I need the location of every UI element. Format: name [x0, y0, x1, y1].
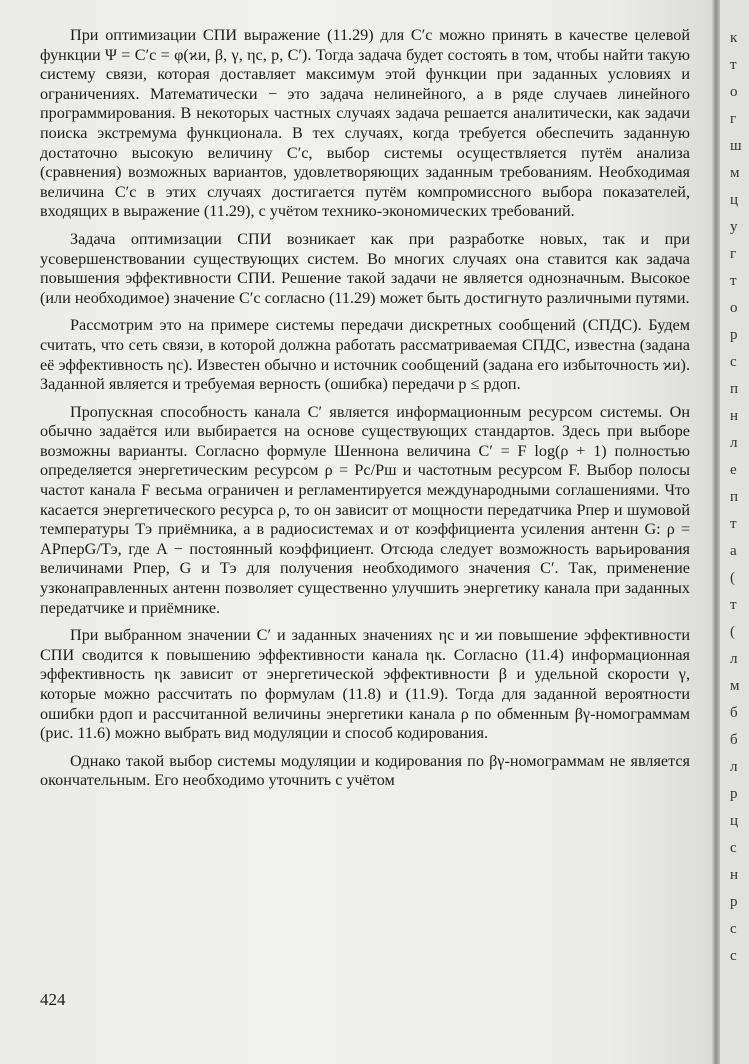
neighbor-page-glyph: м: [730, 678, 740, 694]
page-number: 424: [40, 990, 66, 1009]
neighbor-page-edge: [720, 0, 749, 1064]
book-gutter: [712, 0, 720, 1064]
neighbor-page-glyph: р: [730, 894, 738, 910]
neighbor-page-glyph: ц: [730, 192, 739, 208]
neighbor-page-glyph: (: [730, 624, 735, 640]
neighbor-page-glyph: (: [730, 570, 735, 586]
paragraph-1: При оптимизации СПИ выражение (11.29) для C′с можно принять в качестве целевой функции Ψ = C′с = φ(ϰи, β, γ, ηс, p, C′). Тогда задача будет состоять в том, чтобы найти такую систему связи, которая доставляет максимум этой функции при заданных условиях и ограничениях. Математически − это задача нелинейного, а в ряде случаев линейного программирования. В некоторых частных случаях задача решается аналитически, как задачи поиска экстремума функционала. В тех случаях, когда требуется обеспечить заданную достаточно высокую величину C′с, выбор системы осуществляется путём анализа (сравнения) возможных вариантов, удовлетворяющих заданным требованиям. Необходимая величина C′с в этих случаях достигается путём компромиссного выбора показателей, входящих в выражение (11.29), с учётом технико-экономических требований.: [40, 26, 690, 221]
neighbor-page-glyph: р: [730, 327, 738, 343]
neighbor-page-glyph: с: [730, 840, 737, 856]
neighbor-page-glyph: у: [730, 219, 738, 235]
neighbor-page-glyph: г: [730, 246, 737, 262]
neighbor-page-glyph: м: [730, 165, 740, 181]
neighbor-page-glyph: п: [730, 381, 739, 397]
neighbor-page-glyph: б: [730, 732, 738, 748]
neighbor-page-glyph: т: [730, 273, 737, 289]
neighbor-page-glyph: а: [730, 543, 737, 559]
neighbor-page-glyph: г: [730, 111, 737, 127]
paragraph-2: Задача оптимизации СПИ возникает как при разработке новых, так и при усовершенствовании существующих систем. Во многих случаях она ставится как задача повышения эффективности СПИ. Решение такой задачи не является однозначным. Высокое (или необходимое) значение C′с согласно (11.29) может быть достигнуто различными путями.: [40, 229, 690, 307]
neighbor-page-glyph: б: [730, 705, 738, 721]
body-text: [40, 26, 690, 799]
neighbor-page-glyph: т: [730, 57, 737, 73]
paragraph-3: Рассмотрим это на примере системы передачи дискретных сообщений (СПДС). Будем считать, что сеть связи, в которой должна работать рассматриваемая СПДС, известна (задана её эффективность ηс). Известен обычно и источник сообщений (задана его избыточность ϰи). Заданной является и требуемая верность (ошибка) передачи p ≤ pдоп.: [40, 316, 690, 394]
paragraph-4: Пропускная способность канала C′ является информационным ресурсом системы. Он обычно задаётся или выбирается на основе существующих стандартов. Здесь при выборе возможны варианты. Согласно формуле Шеннона величина C′ = F log(ρ + 1) полностью определяется энергетическим ресурсом ρ = Pс/Pш и частотным ресурсом F. Выбор полосы частот канала F весьма ограничен и регламентируется международными соглашениями. Что касается энергетического ресурса ρ, то он зависит от мощности передатчика Pпер и шумовой температуры Tэ приёмника, а в радиосистемах и от коэффициента усиления антенн G: ρ = APперG/Tэ, где A − постоянный коэффициент. Отсюда следует возможность варьирования величинами Pпер, G и Tэ для получения необходимого значения C′. Так, применение узконаправленных антенн позволяет существенно улучшить энергетику канала при заданных передатчике и приёмнике.: [40, 402, 690, 617]
neighbor-page-glyph: р: [730, 786, 738, 802]
neighbor-page-glyph: п: [730, 489, 739, 505]
neighbor-page-glyph: ц: [730, 813, 739, 829]
neighbor-page-glyph: е: [730, 462, 737, 478]
paragraph-6: Однако такой выбор системы модуляции и кодирования по βγ-номограммам не является окончательным. Его необходимо уточнить с учётом: [40, 751, 690, 790]
neighbor-page-glyph: о: [730, 300, 738, 316]
neighbor-page-glyph: с: [730, 921, 737, 937]
neighbor-page-glyph: о: [730, 84, 738, 100]
neighbor-page-glyph: с: [730, 354, 737, 370]
neighbor-page-glyph: л: [730, 651, 738, 667]
neighbor-page-glyph: к: [730, 30, 738, 46]
neighbor-page-glyph: н: [730, 408, 739, 424]
neighbor-page-glyph: с: [730, 948, 737, 964]
neighbor-page-glyph: л: [730, 435, 738, 451]
neighbor-page-glyph: ш: [730, 138, 742, 154]
neighbor-page-glyph: л: [730, 759, 738, 775]
paragraph-5: При выбранном значении C′ и заданных значениях ηс и ϰи повышение эффективности СПИ сводится к повышению эффективности канала ηк. Согласно (11.4) информационная эффективность ηк зависит от энергетической эффективности β и удельной скорости γ, которые можно рассчитать по формулам (11.8) и (11.9). Тогда для заданной вероятности ошибки pдоп и рассчитанной величины энергетики канала ρ по обменным βγ-номограммам (рис. 11.6) можно выбрать вид модуляции и способ кодирования.: [40, 626, 690, 743]
neighbor-page-glyph: н: [730, 867, 739, 883]
neighbor-page-glyph: т: [730, 597, 737, 613]
neighbor-page-glyph: т: [730, 516, 737, 532]
